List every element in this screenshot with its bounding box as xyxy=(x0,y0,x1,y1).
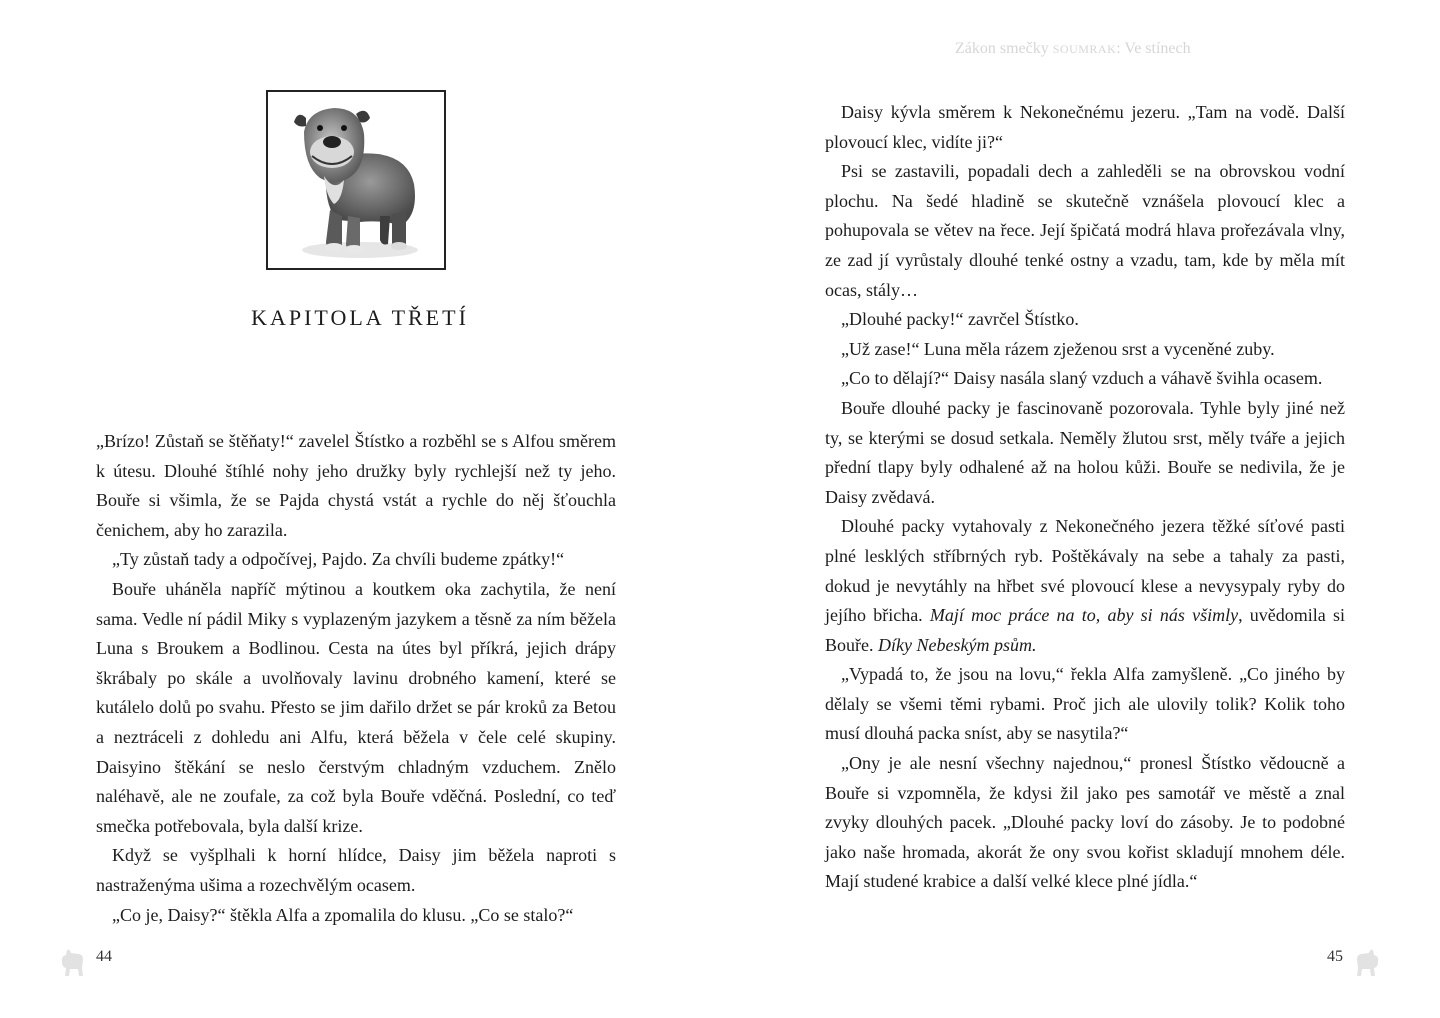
paragraph xyxy=(825,512,1345,660)
dog-silhouette-icon xyxy=(58,946,86,978)
paragraph: Když se vyšplhali k horní hlídce, Daisy jim běžela naproti s nastraženýma ušima a rozechvělým ocasem. xyxy=(96,845,616,895)
paragraph: „Už zase!“ Luna měla rázem zježenou srst a vyceněné zuby. xyxy=(841,338,1275,359)
bulldog-icon xyxy=(268,92,444,268)
page-number: 44 xyxy=(96,948,112,965)
page-number: 45 xyxy=(1327,948,1343,965)
paragraph: „Brízo! Zůstaň se štěňaty!“ zavelel Štístko a rozběhl se s Alfou směrem k útesu. Dlouhé štíhlé nohy jeho družky byly rychlejší než ty jeho. Bouře si všimla, že se Pajda chystá vstát a rychle do něj šťouchla čenichem, aby ho zarazila. xyxy=(96,431,616,540)
italic-thought: Díky Nebeským psům. xyxy=(878,634,1037,655)
right-text-column xyxy=(825,98,1345,897)
paragraph: „Vypadá to, že jsou na lovu,“ řekla Alfa zamyšleně. „Co jiného by dělaly se všemi těmi rybami. Proč jich ale ulovily tolik? Kolik toho musí dlouhá packa sníst, aby se nasytila?“ xyxy=(825,664,1345,744)
left-text-column xyxy=(96,427,616,930)
paragraph: „Co to dělají?“ Daisy nasála slaný vzduch a váhavě švihla ocasem. xyxy=(841,368,1323,389)
running-head-series: Zákon smečky xyxy=(955,40,1053,57)
bulldog-illustration xyxy=(266,90,446,270)
running-head-subtitle: : Ve stínech xyxy=(1116,40,1191,57)
paragraph: Psi se zastavili, popadali dech a zahleděli se na obrovskou vodní plochu. Na šedé hladině se skutečně vznášela plovoucí klec a pohupovala se větev na řece. Její špičatá modrá hlava prořezávala vlny, ze zad jí vyrůstaly dlouhé tenké ostny a vzadu, tam, kde by měla mít ocas, stály… xyxy=(825,161,1345,300)
paragraph-text: , uvědomila si Bouře. xyxy=(825,605,1345,655)
running-head xyxy=(955,40,1255,58)
running-head-smallcaps: SOUMRAK xyxy=(1052,42,1117,56)
paragraph: „Ony je ale nesní všechny najednou,“ pronesl Štístko vědoucně a Bouře si vzpomněla, že kdysi žil jako pes samotář ve městě a znal zvyky dlouhých pacek. „Dlouhé packy loví do zásoby. Je to podobné jako naše hromada, akorát že ony svou kořist skladují mnohem déle. Mají studené krabice a další velké klece plné jídla.“ xyxy=(825,753,1345,892)
dog-silhouette-icon xyxy=(1354,946,1382,978)
paragraph: „Co je, Daisy?“ štěkla Alfa a zpomalila do klusu. „Co se stalo?“ xyxy=(112,904,574,925)
italic-thought: Mají moc práce na to, aby si nás všimly xyxy=(929,605,1239,626)
paragraph: Daisy kývla směrem k Nekonečnému jezeru. „Tam na vodě. Další plovoucí klec, vidíte ji?“ xyxy=(825,102,1345,152)
paragraph: „Dlouhé packy!“ zavrčel Štístko. xyxy=(841,309,1079,330)
paragraph: „Ty zůstaň tady a odpočívej, Pajdo. Za chvíli budeme zpátky!“ xyxy=(112,549,565,570)
chapter-title: KAPITOLA TŘETÍ xyxy=(251,305,469,330)
paragraph-text: Dlouhé packy vytahovaly z Nekonečného jezera těžké síťové pasti plné lesklých stříbrných ryb. Poštěkávaly na sebe a tahaly za pasti, dokud je nevytáhly na hřbet své plovoucí klese a nevysypaly ryby do jejího břicha. xyxy=(825,516,1345,626)
paragraph: Bouře dlouhé packy je fascinovaně pozorovala. Tyhle byly jiné než ty, se kterými se dosud setkala. Neměly žlutou srst, měly tváře a jejich přední tlapy byly odhalené až na holou kůži. Bouře se nedivila, že je Daisy zvědavá. xyxy=(825,397,1345,507)
paragraph: Bouře uháněla napříč mýtinou a koutkem oka zachytila, že není sama. Vedle ní pádil Miky s vyplazeným jazykem a těsně za ním běžela Luna s Broukem a Bodlinou. Cesta na útes byl příkrá, jejich drápy škrábaly po skále a uvolňovaly lavinu drobného kamení, které se kutálelo dolů po svahu. Přesto se jim dařilo držet se pár kroků za Betou a neztráceli z dohledu ani Alfu, která běžela v čele celé skupiny. Daisyino štěkání se neslo čerstvým chladným vzduchem. Znělo naléhavě, ale ne zoufale, za což byla Bouře vděčná. Poslední, co teď smečka potřebovala, byla další krize. xyxy=(96,578,616,836)
